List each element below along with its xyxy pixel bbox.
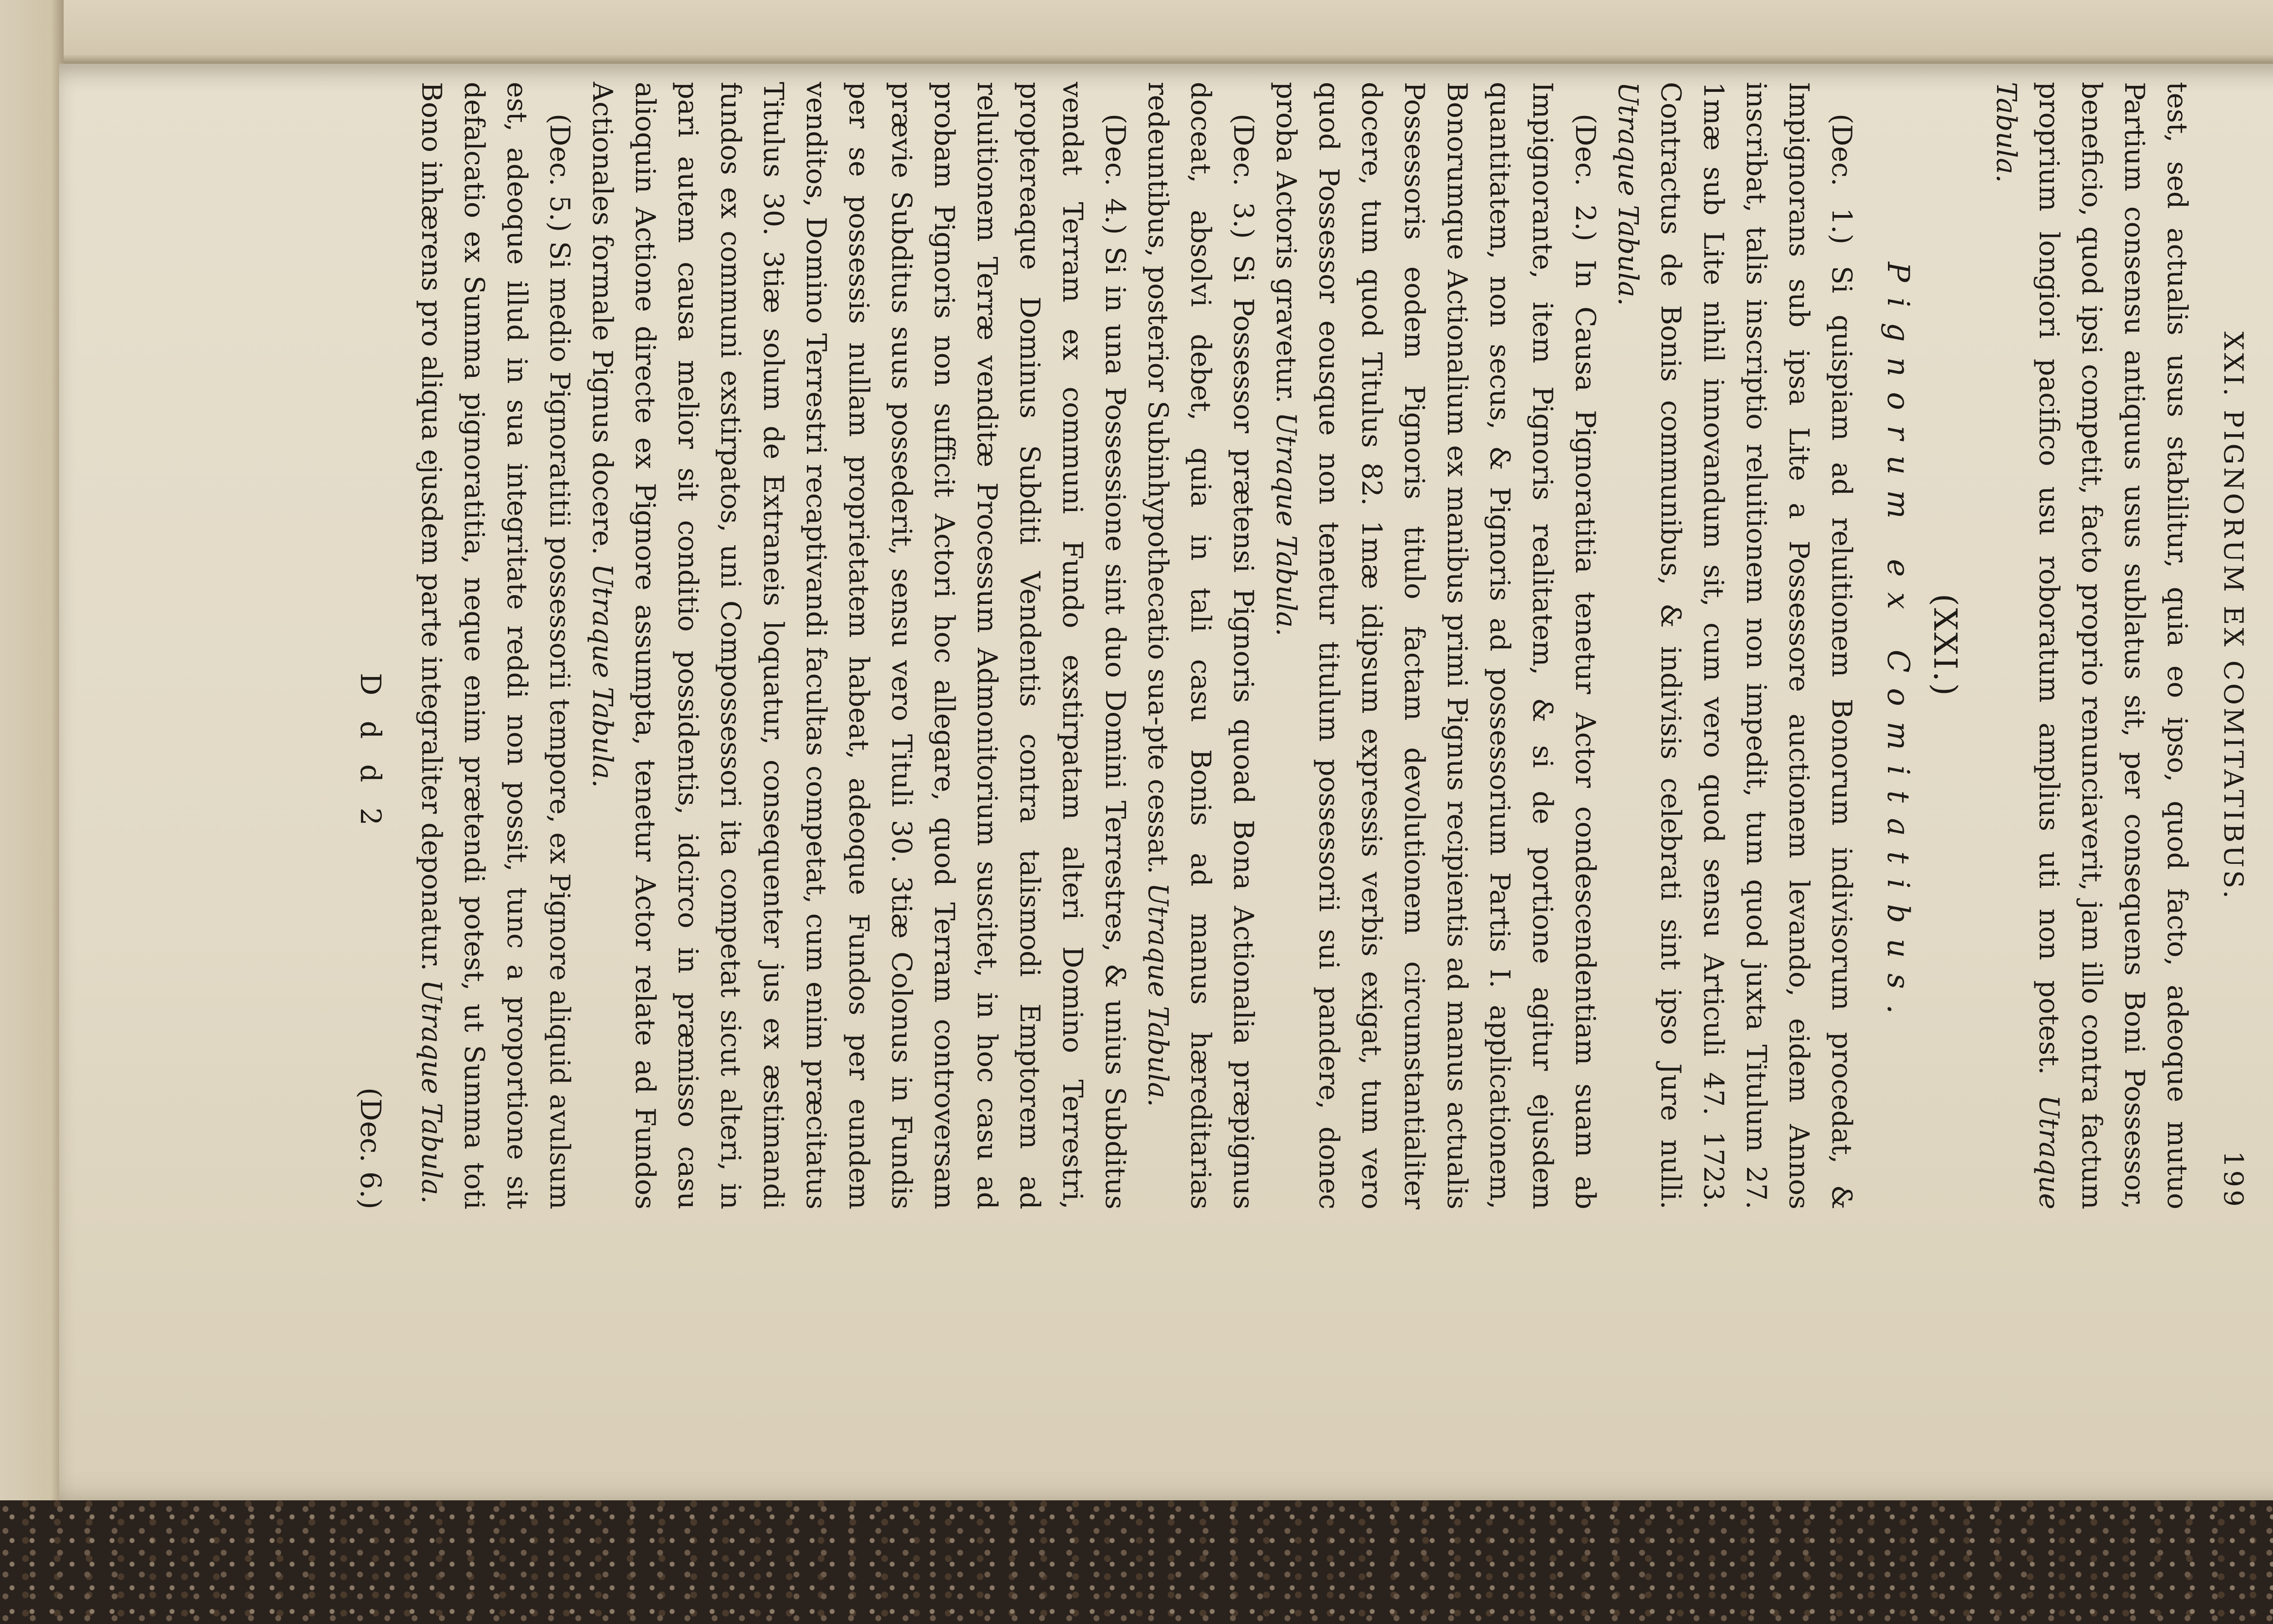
- page-text-block: [354, 82, 2255, 1210]
- decision-label: (Dec. 1.): [1826, 114, 1857, 245]
- page-number: 199: [2218, 1151, 2249, 1209]
- decision-label: (Dec. 2.): [1569, 114, 1601, 241]
- decision-reference: Utraque Tabula.: [1270, 412, 1302, 637]
- decision-text: Si in una Possessione sint duo Domini Terrestres, & unius Subditus vendat Terram ex communi Fundo exstirpatam alteri Domino Terrestri, proptereaque Dominus Subditi Vendentis contra talismodi Emptorem ad reluitionem Terræ venditæ Processum Admonitorium suscitet, in hoc casu ad probam Pignoris non sufficit Actori hoc allegare, quod Terram controversam prævie Subditus suus possederit, sensu vero Tituli 30. 3tiæ Colonus in Fundis per se possessis nullam proprietatem habeat, adeoque Fundos per eundem venditos, Domino Terrestri recaptivandi facultas competat, cum enim præcitatus Titulus 30. 3tiæ solum de Extraneis loquatur, consequenter jus ex æstimandi fundos ex communi exstirpatos, uni Compossessori ita competat sicut alteri, in pari autem causa melior sit conditio possidentis, idcirco in præmisso casu alioquin Actione directe ex Pignore assumpta, tenetur Actor relate ad Fundos Actionales formale Pignus docere.: [586, 82, 1131, 1209]
- page-footer: [349, 82, 392, 1209]
- decision-reference: Utraque Tabula.: [1612, 82, 1644, 306]
- decision-reference: Utraque Tabula.: [586, 563, 618, 788]
- decision-paragraph: [1265, 82, 1607, 1209]
- running-head: [2212, 82, 2255, 1209]
- decision-paragraph: [1607, 82, 1863, 1209]
- decision-text: Si Possessor prætensi Pignoris quoad Bona Actionalia præpignus doceat, absolvi debet, quia in tali casu Bonis ad manus hæreditarias redeuntibus, posterior Subinhypothecatio sua-pte cessat.: [1142, 82, 1259, 1209]
- decision-paragraph: [410, 82, 581, 1209]
- decision-text: In Causa Pignoratitia tenetur Actor condescendentiam suam ab Impignorante, item Pignoris realitatem, & si de portione agitur ejusdem quantitatem, non secus, & Pignoris ad possessorium Partis I. applicationem, Bonorumque Actionalium ex manibus primi Pignus recipientis ad manus actualis Possessoris eodem Pignoris titulo factam devolutionem circumstantialiter docere, tum quod Titulus 82. 1mæ idipsum expressis verbis exigat, tum vero quod Possessor eousque non tenetur titulum possessorii sui pandere, donec proba Actoris gravetur.: [1270, 82, 1601, 1210]
- binding-cloth: [0, 1500, 2273, 1624]
- catchword: (Dec. 6.): [354, 1087, 387, 1209]
- section-number: (XXI.): [1927, 593, 1964, 698]
- decision-text: Si quispiam ad reluitionem Bonorum indivisorum procedat, & Impignorans sub ipsa Lite a Possessore auctionem levando, eidem Annos inscribat, talis inscriptio reluitionem non impedit, tum quod juxta Titulum 27. 1mæ sub Lite nihil innovandum sit, cum vero quod sensu Articuli 47. 1723. Contractus de Bonis communibus, & indivisis celebrati sint ipso Jure nulli.: [1655, 82, 1857, 1209]
- decision-text: Si medio Pignoratitii possessorii tempore, ex Pignore aliquid avulsum est, adeoque illud in sua integritate reddi non possit, tunc a proportione sit defalcatio ex Summa pignoratitia, neque enim prætendi potest, ut Summa toti Bono inhærens pro aliqua ejusdem parte integraliter deponatur.: [416, 82, 576, 1209]
- intro-paragraph: [1985, 82, 2198, 1209]
- decision-reference: Utraque Tabula.: [416, 979, 447, 1204]
- running-head-title: XXI. PIGNORUM EX COMITATIBUS.: [2218, 331, 2249, 902]
- decision-label: (Dec. 5.): [544, 114, 576, 232]
- decision-label: (Dec. 3.): [1227, 114, 1259, 239]
- previous-page-edge: [0, 0, 2273, 64]
- decision-label: (Dec. 4.): [1099, 114, 1131, 235]
- decision-reference: Utraque Tabula.: [1142, 882, 1174, 1107]
- intro-text: test, sed actualis usus stabilitur, quia eo ipso, quod facto, adeoque mutuo Partium consensu antiquus usus sublatus sit, per consequens Boni Possessor, beneficio, quod ipsi competit, facto proprio renunciaverit, jam illo contra factum proprium longiori pacifico usu roboratum amplius uti non potest.: [2033, 82, 2193, 1209]
- section-title: Pignorum ex Comitatibus.: [1881, 262, 1916, 1029]
- decision-paragraph: [1136, 82, 1265, 1209]
- signature-mark: D d d 2: [354, 673, 387, 834]
- decision-paragraph: [581, 82, 1136, 1209]
- previous-page: [0, 0, 64, 1500]
- intro-reference: Utraque Tabula.: [1990, 82, 2065, 1209]
